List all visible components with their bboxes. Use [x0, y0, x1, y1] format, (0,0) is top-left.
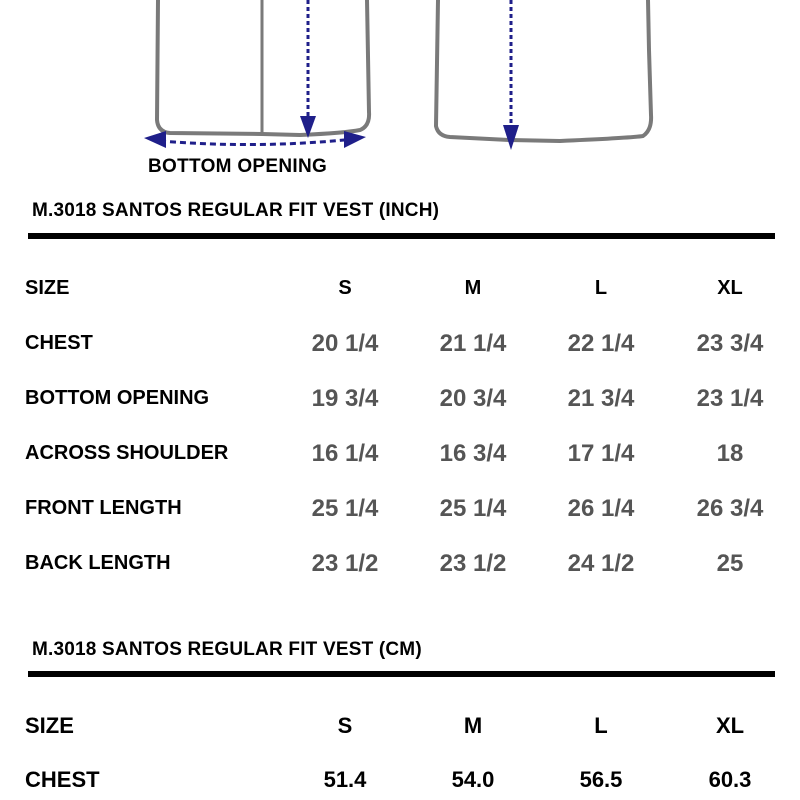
inch-table-title: M.3018 SANTOS REGULAR FIT VEST (INCH): [32, 200, 440, 221]
size-label: SIZE: [25, 277, 70, 299]
value-l: 22 1/4: [567, 330, 635, 357]
size-label: SIZE: [25, 713, 74, 738]
value-l: 24 1/2: [567, 550, 635, 577]
table-row: [0, 767, 800, 797]
value-m: 25 1/4: [439, 495, 507, 522]
value-xl: 25: [716, 550, 744, 577]
row-label: BACK LENGTH: [25, 552, 171, 574]
value-xl: 26 3/4: [696, 495, 764, 522]
value-s: 23 1/2: [311, 550, 379, 577]
value-s: 16 1/4: [311, 440, 379, 467]
size-xl: XL: [717, 277, 743, 299]
value-xl: 18: [716, 440, 744, 467]
table-row: [0, 550, 800, 580]
cm-size-header-row: [0, 713, 800, 743]
value-m: 20 3/4: [439, 385, 507, 412]
value-xl: 23 3/4: [696, 330, 764, 357]
row-label: FRONT LENGTH: [25, 497, 182, 519]
title-divider: [28, 671, 775, 677]
size-l: L: [594, 277, 608, 299]
row-label: CHEST: [25, 332, 93, 354]
value-s: 20 1/4: [311, 330, 379, 357]
value-m: 21 1/4: [439, 330, 507, 357]
value-xl: 60.3: [708, 767, 752, 792]
vest-outline-illustration: [0, 0, 800, 190]
value-m: 23 1/2: [439, 550, 507, 577]
value-s: 19 3/4: [311, 385, 379, 412]
value-s: 25 1/4: [311, 495, 379, 522]
size-s: S: [338, 277, 352, 299]
value-m: 16 3/4: [439, 440, 507, 467]
table-row: [0, 385, 800, 415]
value-xl: 23 1/4: [696, 385, 764, 412]
size-m: M: [464, 277, 482, 299]
size-m: M: [463, 713, 483, 738]
value-l: 21 3/4: [567, 385, 635, 412]
title-divider: [28, 233, 775, 239]
row-label: CHEST: [25, 767, 100, 792]
size-s: S: [337, 713, 353, 738]
row-label: ACROSS SHOULDER: [25, 442, 229, 464]
size-l: L: [594, 713, 608, 738]
table-row: [0, 330, 800, 360]
size-xl: XL: [715, 713, 745, 738]
row-label: BOTTOM OPENING: [25, 387, 210, 409]
value-s: 51.4: [323, 767, 367, 792]
inch-size-header-row: [0, 277, 800, 307]
cm-table-title: M.3018 SANTOS REGULAR FIT VEST (CM): [32, 639, 422, 660]
value-l: 26 1/4: [567, 495, 635, 522]
bottom-opening-label: BOTTOM OPENING: [148, 156, 328, 177]
table-row: [0, 440, 800, 470]
value-m: 54.0: [451, 767, 495, 792]
value-l: 56.5: [579, 767, 623, 792]
value-l: 17 1/4: [567, 440, 635, 467]
table-row: [0, 495, 800, 525]
garment-measurement-diagram: [0, 0, 800, 190]
